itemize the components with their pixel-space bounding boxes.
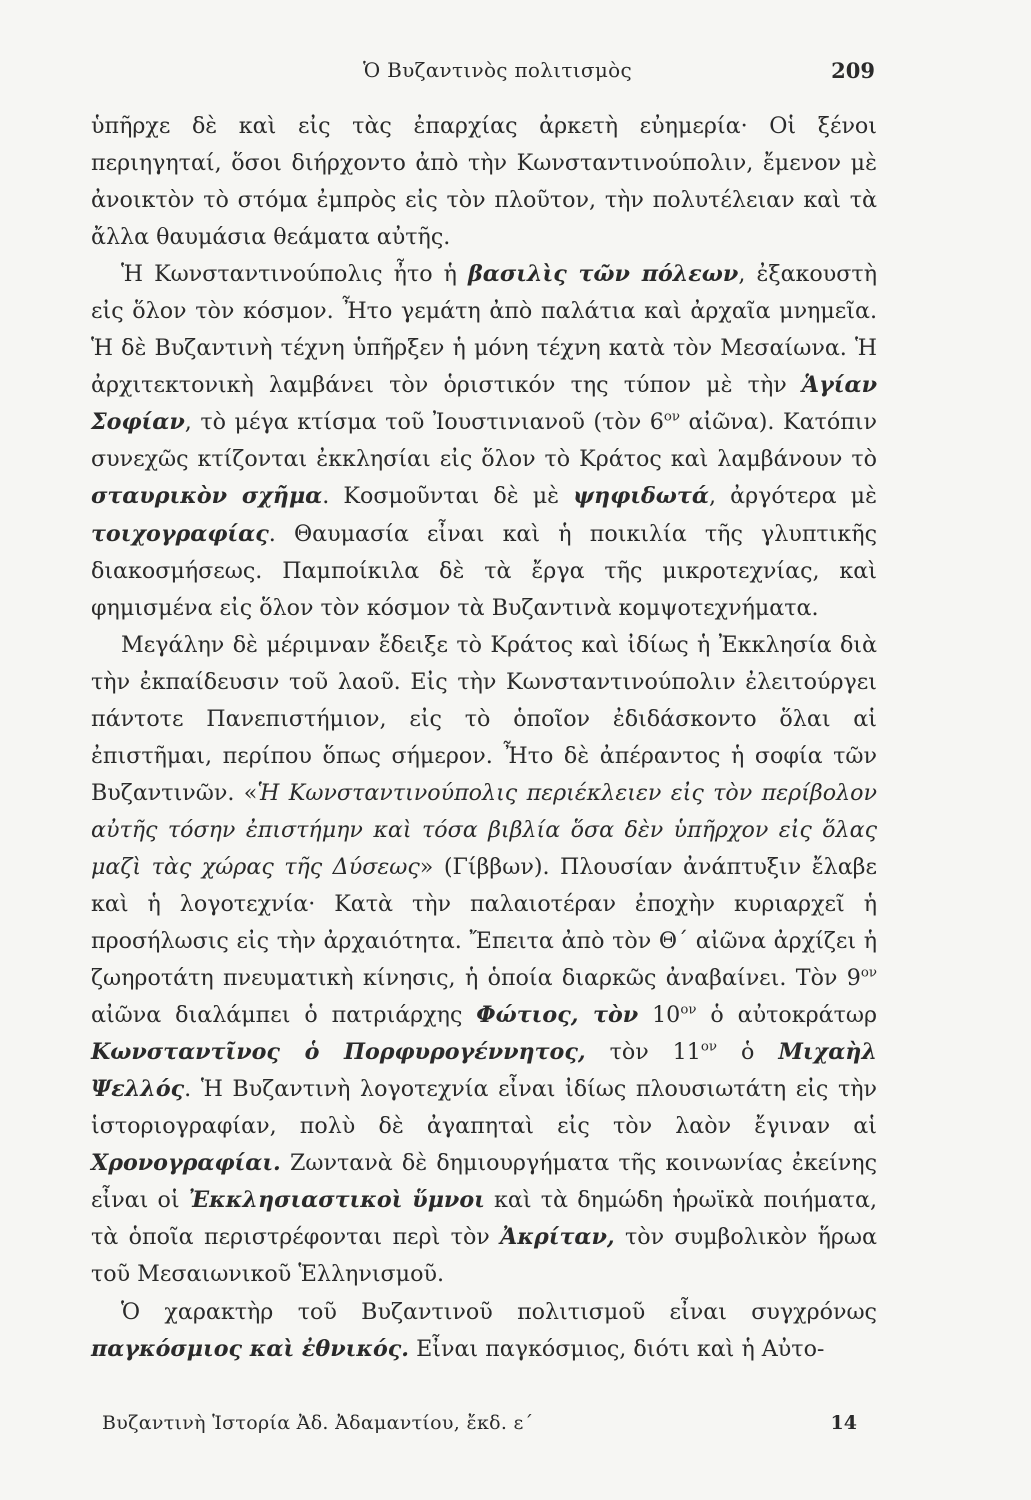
text-run: , τὸ μέγα κτίσμα τοῦ Ἰουστινιανοῦ (τὸν 6 [184,409,664,436]
text-run: αἰῶνα διαλάμπει ὁ πατριάρχης [91,1002,477,1029]
text-run: Ἡ Κωνσταντινούπολις ἦτο ἡ [121,261,469,288]
text-run: Ὁ χαρακτὴρ τοῦ Βυζαντινοῦ πολιτισμοῦ εἶναι συγχρόνως [121,1298,877,1325]
text-run: τὸν 11 [585,1039,701,1066]
emphasized-term: σταυρικὸν σχῆμα [91,483,323,510]
emphasized-term: Κωνσταντῖνος ὁ Πορφυρογέννητος, [91,1039,586,1066]
text-run: τὸν συμβολικὸν ἥρωα τοῦ Μεσαιωνικοῦ Ἑλληνισμοῦ. [91,1224,878,1288]
text-run: ὑπῆρχε δὲ καὶ εἰς τὰς ἐπαρχίας ἀρκετὴ εὐημερία· Οἱ ξένοι περιηγηταί, ὅσοι διήρχοντο ἀπὸ τὴν Κωνσταντινούπολιν, ἔμενον μὲ ἀνοικτὸν τὸ στόμα ἐμπρὸς εἰς τὸν πλοῦτον, τὴν πολυτέλειαν καὶ τὰ ἄλλα θαυμάσια θεάματα αὐτῆς. [91,113,877,251]
paragraph [91,1294,877,1368]
emphasized-term: παγκόσμιος καὶ ἐθνικός. [91,1335,410,1362]
ordinal-suffix: ον [663,409,680,425]
text-run: » (Γίββων). Πλουσίαν ἀνάπτυξιν ἔλαβε καὶ ἡ λογοτεχνία· Κατὰ τὴν παλαιοτέραν ἐποχὴν κυριαρχεῖ ἡ προσήλωσις εἰς τὴν ἀρχαιότητα. Ἔπειτα ἀπὸ τὸν Θ΄ αἰῶνα ἀρχίζει ἡ ζωηροτάτη πνευματικὴ κίνησις, ἡ ὁποία διαρκῶς ἀναβαίνει. Τὸν 9 [91,853,877,992]
text-run: ὁ [717,1039,779,1066]
text-run: , ἐξακουστὴ εἰς ὅλον τὸν κόσμον. Ἦτο γεμάτη ἀπὸ παλάτια καὶ ἀρχαῖα μνημεῖα. Ἡ δὲ Βυζαντινὴ τέχνη ὑπῆρξεν ἡ μόνη τέχνη κατὰ τὸν Μεσαίωνα. Ἡ ἀρχιτεκτονικὴ λαμβάνει τὸν ὁριστικόν της τύπον μὲ τὴν [91,261,877,399]
sheet-number: 14 [830,1412,857,1434]
footer-signature: Βυζαντινὴ Ἱστορία Ἀδ. Ἀδαμαντίου, ἔκδ. ε΄ [102,1412,534,1434]
emphasized-term: Χρονογραφίαι. [91,1150,281,1177]
emphasized-term: Μιχαὴλ Ψελλός [91,1039,877,1103]
emphasized-term: Φώτιος, τὸν [476,1002,639,1029]
text-run: Ζωντανὰ δὲ δημιουργήματα τῆς κοινωνίας ἐκείνης εἶναι οἱ [91,1150,877,1214]
text-run: Εἶναι παγκόσμιος, διότι καὶ ἡ Αὐτο- [409,1335,825,1362]
paragraph [91,256,877,626]
page-footer [102,1412,857,1442]
emphasized-term: Ἁγίαν Σοφίαν [91,372,877,436]
text-run: , ἀργότερα μὲ [708,483,877,510]
body-text [91,108,877,1368]
running-head-title: Ὁ Βυζαντινὸς πολιτισμὸς [363,58,632,82]
ordinal-suffix: ον [700,1039,718,1055]
page-number: 209 [831,58,875,83]
running-head [120,58,875,88]
text-run: καὶ τὰ δημώδη ἡρωϊκὰ ποιήματα, τὰ ὁποῖα περιστρέφονται περὶ τὸν [91,1187,877,1251]
text-run: ὁ αὐτοκράτωρ [696,1002,878,1029]
text-run: . Θαυμασία εἶναι καὶ ἡ ποικιλία τῆς γλυπτικῆς διακοσμήσεως. Παμποίκιλα δὲ τὰ ἔργα τῆς μικροτεχνίας, καὶ φημισμένα εἰς ὅλον τὸν κόσμον τὰ Βυζαντινὰ κομψοτεχνήματα. [91,520,877,621]
emphasized-term: τοιχογραφίας [91,520,269,547]
text-run: . Κοσμοῦνται δὲ μὲ [322,483,574,510]
ordinal-suffix: ον [860,965,877,981]
text-run: Μεγάλην δὲ μέριμναν ἔδειξε τὸ Κράτος καὶ ἰδίως ἡ Ἐκκλησία διὰ τὴν ἐκπαίδευσιν τοῦ λαοῦ. Εἰς τὴν Κωνσταντινούπολιν ἐλειτούργει πάντοτε Πανεπιστήμιον, εἰς τὸ ὁποῖον ἐδιδάσκοντο ὅλαι αἱ ἐπιστῆμαι, περίπου ὅπως σήμερον. Ἦτο δὲ ἀπέραντος ἡ σοφία τῶν Βυζαντινῶν. « [91,631,877,806]
text-run: αἰῶνα). Κατόπιν συνεχῶς κτίζονται ἐκκλησίαι εἰς ὅλον τὸ Κράτος καὶ λαμβάνουν τὸ [91,409,877,473]
paragraph [91,627,877,1294]
emphasized-term: βασιλὶς τῶν πόλεων [468,261,739,288]
emphasized-term: Ἐκκλησιαστικοὶ ὕμνοι [188,1187,485,1214]
quotation-text: Ἡ Κωνσταντινούπολις περιέκλειεν εἰς τὸν περίβολον αὐτῆς τόσην ἐπιστήμην καὶ τόσα βιβλία ὅσα δὲν ὑπῆρχον εἰς ὅλας μαζὶ τὰς χώρας τῆς Δύσεως [91,779,877,880]
ordinal-suffix: ον [680,1002,697,1018]
emphasized-term: ψηφιδωτά [573,483,709,510]
paragraph [91,108,877,256]
text-run: . Ἡ Βυζαντινὴ λογοτεχνία εἶναι ἰδίως πλουσιωτάτη εἰς τὴν ἱστοριογραφίαν, πολὺ δὲ ἀγαπηταὶ εἰς τὸν λαὸν ἔγιναν αἱ [91,1076,877,1140]
emphasized-term: Ἀκρίταν, [500,1224,615,1251]
text-run: 10 [638,1002,681,1029]
